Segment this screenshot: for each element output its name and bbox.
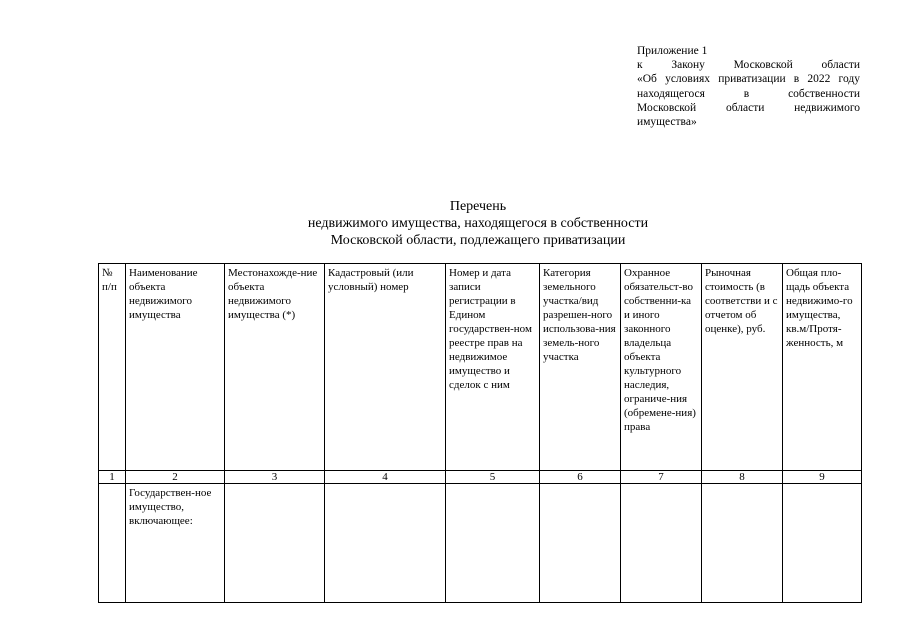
title-line: Московской области, подлежащего приватизации [330,233,626,248]
table-cell [99,484,126,603]
table-cell [702,484,783,603]
title-line: недвижимого имущества, находящегося в собственности [307,216,649,231]
table-row [99,484,862,603]
appendix-line: к Закону Московской области [637,59,860,72]
table-cell [540,484,621,603]
column-number: 6 [540,471,621,484]
table-cell [783,484,862,603]
appendix-line: Московской области недвижимого [637,101,860,114]
title-line: Перечень [449,199,507,214]
column-number: 8 [702,471,783,484]
table-cell [325,484,446,603]
column-number-row [99,471,862,484]
header-cell: Общая пло-щадь объекта недвижимо-го имущества, кв.м/Протя-женность, м [783,264,862,471]
column-number: 4 [325,471,446,484]
appendix-line: находящегося в собственности [637,87,860,100]
header-cell: Рыночная стоимость (в соответстви и с отчетом об оценке), руб. [702,264,783,471]
property-table [98,263,862,603]
header-cell: № п/п [99,264,126,471]
appendix-line: Приложение 1 [637,45,708,57]
column-number: 7 [621,471,702,484]
column-number: 5 [446,471,540,484]
header-cell: Местонахожде-ние объекта недвижимого имущества (*) [225,264,325,471]
header-row [99,264,862,471]
table-cell [621,484,702,603]
column-number: 9 [783,471,862,484]
header-cell: Кадастровый (или условный) номер [325,264,446,471]
header-cell: Охранное обязательст-во собственни-ка и иного законного владельца объекта культурного наследия, ограниче-ния (обремене-ния) права [621,264,702,471]
header-cell: Категория земельного участка/вид разрешен-ного использова-ния земель-ного участка [540,264,621,471]
document-title [278,198,678,249]
table-cell: Государствен-ное имущество, включающее: [126,484,225,603]
table-cell [225,484,325,603]
column-number: 3 [225,471,325,484]
column-number: 1 [99,471,126,484]
appendix-note [637,44,860,129]
appendix-line: имущества» [637,116,697,129]
table-cell [446,484,540,603]
header-cell: Наименование объекта недвижимого имущества [126,264,225,471]
column-number: 2 [126,471,225,484]
header-cell: Номер и дата записи регистрации в Едином государствен-ном реестре прав на недвижимое имущество и сделок с ним [446,264,540,471]
appendix-line: «Об условиях приватизации в 2022 году [637,73,860,86]
